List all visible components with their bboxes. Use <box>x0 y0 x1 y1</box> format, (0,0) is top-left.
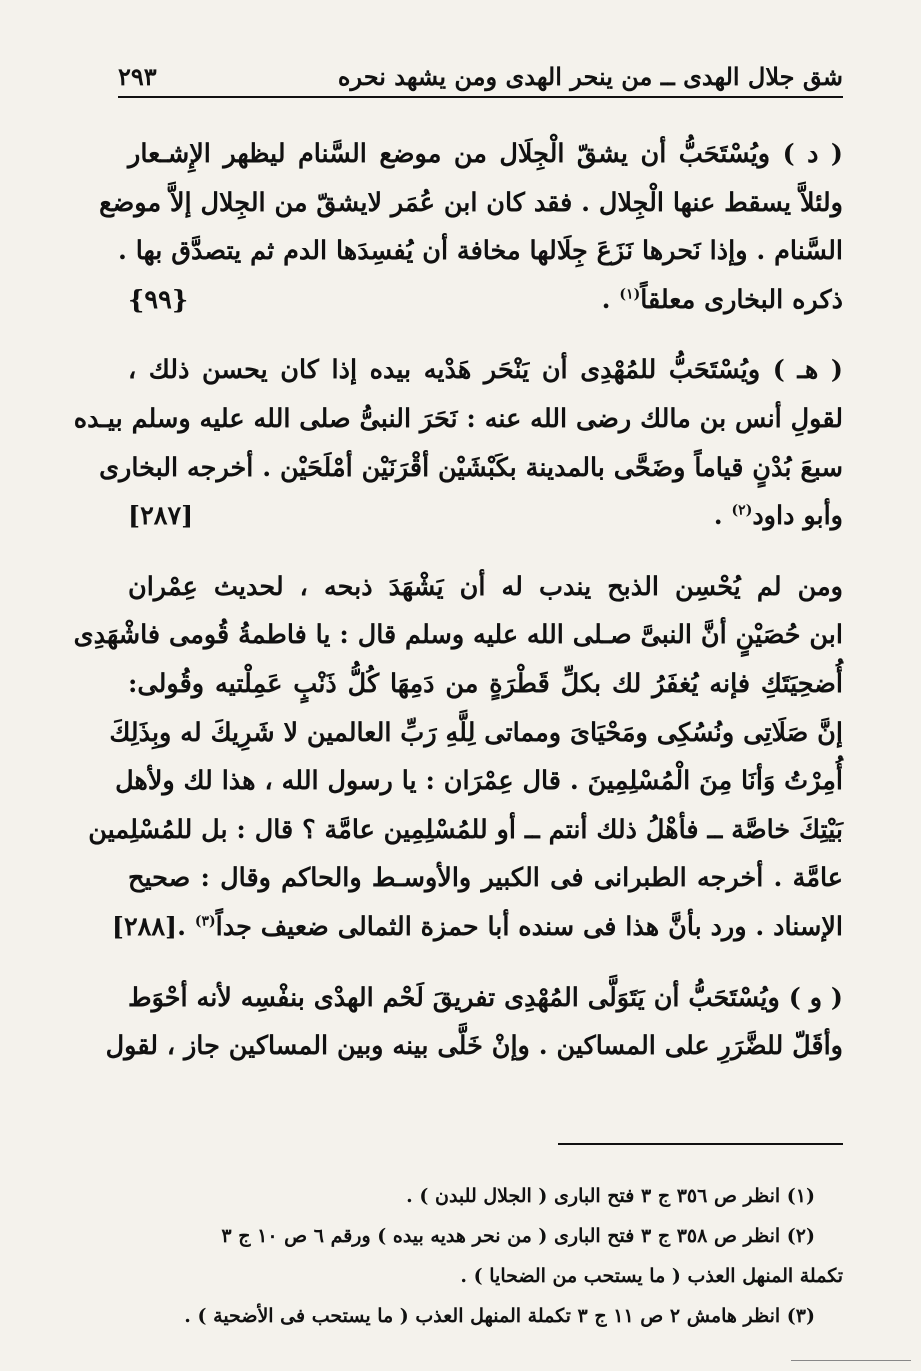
text-line: أُضحِيَتَكِ فإنه يُغفَرُ لك بكلِّ قَطْرَةٍ من دَمِهَا كُلُّ ذَنْبٍ عَمِلْتيه وقُولى: <box>128 668 843 699</box>
hadith-ref: [٢٨٧] <box>128 501 194 532</box>
text-line: السَّنام . وإذا نَحرها نَزَعَ جِلَالها مخافة أن يُفسِدَها الدم ثم يتصدَّق بها . <box>117 236 843 267</box>
text-line: سبعَ بُدْنٍ قياماً وضَحَّى بالمدينة بكَبْشَيْن أقْرَنَيْن أمْلَحَيْن . أخرجه البخارى <box>99 452 843 483</box>
text-line: إنَّ صَلَاتِى ونُسُكِى ومَحْيَاىَ ومماتى لِلَّهِ رَبِّ العالمين لا شَرِيكَ له وبِذَلِكَ <box>109 717 843 748</box>
text-line: لقولِ أنس بن مالك رضى الله عنه : نَحَرَ النبىُّ صلى الله عليه وسلم بيـده <box>73 403 843 434</box>
footnote-mark: (١) <box>619 286 641 303</box>
text-line: عامَّة . أخرجه الطبرانى فى الكبير والأوسـط والحاكم وقال : صحيح <box>128 863 843 894</box>
paragraph-h <box>73 346 843 540</box>
footnote-mark: (٣) <box>194 913 216 930</box>
header-rule <box>118 96 843 98</box>
paragraph-w <box>105 974 843 1071</box>
page-header <box>118 58 843 94</box>
hadith-ref: [٢٨٨] <box>111 911 178 942</box>
text-line: وأقَلّ للضَّرَرِ على المساكين . وإنْ خَلَّى بينه وبين المساكين جاز ، لقول <box>105 1031 843 1062</box>
footnote-mark: (٢) <box>731 502 753 519</box>
page-number: ٢٩٣ <box>118 61 157 91</box>
text-line-end: الإسناد . ورد بأنَّ هذا فى سنده أبا حمزة الثمالى ضعيف جداً$^{(٣)}$ . <box>177 911 843 942</box>
text-line: ولئلاَّ يسقط عنها الْجِلال . فقد كان ابن عُمَر لايشقّ من الجِلال إلاَّ موضع <box>99 187 843 218</box>
paragraph-witness <box>73 563 843 952</box>
footnote-1: (١) انظر ص ٣٥٦ ج ٣ فتح البارى ( الجلال للبدن ) . <box>406 1185 815 1207</box>
text-line: ( هـ ) ويُسْتَحَبُّ للمُهْدِى أن يَنْحَر هَدْيه بيده إذا كان يحسن ذلك ، <box>128 355 843 386</box>
text-fragment: ذكره البخارى معلقاً <box>640 284 843 315</box>
main-text <box>73 130 843 1071</box>
footnote-2: (٢) انظر ص ٣٥٨ ج ٣ فتح البارى ( من نحر هديه بيده ) ورقم ٦ ص ١٠ ج ٣ <box>221 1225 815 1247</box>
text-fragment: وأبو داود <box>752 501 843 532</box>
footnotes <box>128 1176 843 1336</box>
hadith-ref: {٩٩} <box>128 284 189 315</box>
text-line: ( و ) ويُسْتَحَبُّ أن يَتَوَلَّى المُهْدِى تفريقَ لَحْم الهدْى بنفْسِه لأنه أحْوَط <box>128 982 843 1013</box>
text-line <box>111 903 843 952</box>
text-line: أُمِرْتُ وَأنَا مِنَ الْمُسْلِمِينَ . قال عِمْرَان : يا رسول الله ، هذا لك ولأهل <box>115 766 843 797</box>
running-title: شق جلال الهدى ــ من ينحر الهدى ومن يشهد نحره <box>337 61 843 91</box>
paragraph-d <box>99 130 843 324</box>
bottom-edge-line <box>791 1360 911 1361</box>
text-fragment: الإسناد . ورد بأنَّ هذا فى سنده أبا حمزة الثمالى ضعيف جداً <box>215 911 843 942</box>
text-line-end: وأبو داود$^{(٢)}$ . <box>713 501 843 532</box>
text-line-end: ذكره البخارى معلقاً$^{(١)}$ . <box>601 284 843 315</box>
text-line: ابن حُصَيْنٍ أنَّ النبىَّ صـلى الله عليه وسلم قال : يا فاطمةُ قُومى فاشْهَدِى <box>73 620 843 651</box>
text-line: ومن لم يُحْسِن الذبح يندب له أن يَشْهَدَ ذبحه ، لحديث عِمْران <box>128 571 843 602</box>
text-line: بَيْتِكَ خاصَّة ــ فأهْلُ ذلك أنتم ــ أو للمُسْلِمِين عامَّة ؟ قال : بل للمُسْلِمين <box>88 814 843 845</box>
footnote-3: (٣) انظر هامش ٢ ص ١١ ج ٣ تكملة المنهل العذب ( ما يستحب فى الأضحية ) . <box>184 1305 815 1327</box>
text-line: ( د ) ويُسْتَحَبُّ أن يشقّ الْجِلَال من موضع السَّنام ليظهر الإِشـعار <box>128 139 843 169</box>
footnote-rule <box>558 1143 843 1145</box>
footnote-2-continuation: تكملة المنهل العذب ( ما يستحب من الضحايا ) . <box>460 1265 843 1287</box>
text-line <box>128 492 843 541</box>
text-line <box>128 276 843 325</box>
